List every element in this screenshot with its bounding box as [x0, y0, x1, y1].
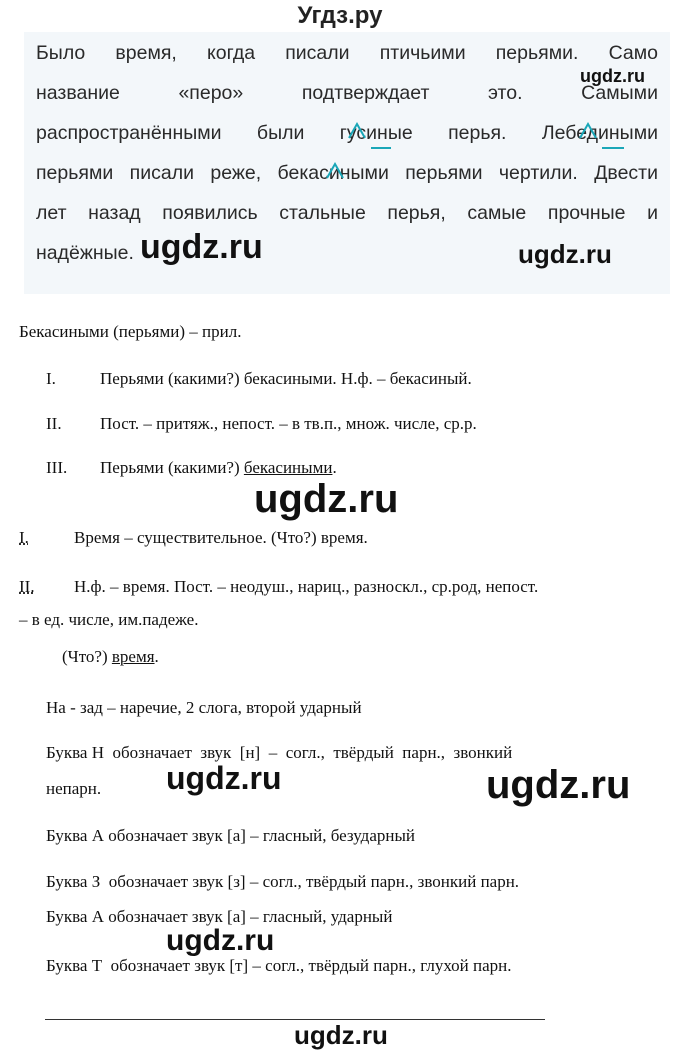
suffix-mark-icon: [327, 164, 343, 178]
watermark: ugdz.ru: [254, 477, 399, 521]
scan-line: Было время, когда писали птичьими перьями. Само: [36, 42, 658, 64]
item-number: I.: [19, 528, 29, 547]
item-number: III.: [46, 458, 68, 477]
noun-line: (Что?) время.: [62, 647, 159, 666]
phonetic-line: непарн.: [46, 779, 102, 798]
scan-line: распространёнными были гусиные перья. Лебедиными: [36, 122, 658, 144]
footer-divider: [45, 1019, 545, 1020]
phonetic-line: Буква А обозначает звук [а] – гласный, ударный: [46, 907, 393, 926]
item-number: II.: [19, 577, 35, 596]
noun-line: Н.ф. – время. Пост. – неодуш., нариц., разноскл., ср.род, непост.: [74, 577, 539, 596]
suffix-mark-icon: [580, 124, 596, 138]
watermark: ugdz.ru: [580, 66, 645, 86]
scan-line: название «перо» подтверждает это. Самыми: [36, 82, 658, 104]
watermark: ugdz.ru: [518, 239, 612, 269]
scan-line: перьями писали реже, бекасиными перьями чертили. Двести: [36, 162, 658, 184]
adjective-heading: Бекасиными (перьями) – прил.: [19, 322, 242, 341]
watermark: ugdz.ru: [166, 924, 275, 957]
phonetic-line: Буква Т обозначает звук [т] – согл., твёрдый парн., глухой парн.: [46, 956, 512, 975]
phonetic-heading: На - зад – наречие, 2 слога, второй ударный: [46, 698, 362, 717]
noun-line: Время – существительное. (Что?) время.: [74, 528, 368, 547]
phonetic-line: Буква Н обозначает звук [н] – согл., твёрдый парн., звонкий: [46, 743, 513, 762]
phonetic-line: Буква З обозначает звук [з] – согл., твёрдый парн., звонкий парн.: [46, 872, 520, 891]
site-title: Угдз.ру: [297, 2, 383, 29]
item-number: I.: [46, 369, 56, 388]
scan-line: лет назад появились стальные перья, самые прочные и: [36, 202, 658, 224]
watermark: ugdz.ru: [166, 760, 282, 796]
item-text: Пост. – притяж., непост. – в тв.п., множ. числе, ср.р.: [100, 414, 477, 433]
scan-line: надёжные.: [36, 242, 134, 264]
watermark: ugdz.ru: [140, 228, 263, 266]
phonetic-line: Буква А обозначает звук [а] – гласный, безударный: [46, 826, 415, 845]
watermark: ugdz.ru: [486, 763, 631, 807]
item-text: Перьями (какими?) бекасиными.: [100, 458, 337, 477]
item-number: II.: [46, 414, 62, 433]
watermark: ugdz.ru: [294, 1020, 388, 1050]
noun-line: – в ед. числе, им.падеже.: [19, 610, 199, 629]
suffix-mark-icon: [349, 124, 365, 138]
item-text: Перьями (какими?) бекасиными. Н.ф. – бекасиный.: [100, 369, 472, 388]
